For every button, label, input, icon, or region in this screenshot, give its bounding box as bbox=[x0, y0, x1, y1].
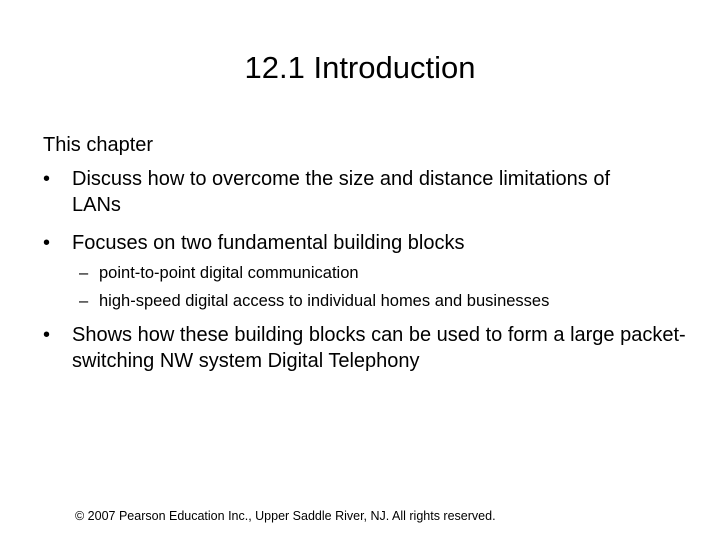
sub-bullet-text: high-speed digital access to individual homes and businesses bbox=[99, 292, 550, 310]
sub-bullet-mark: – bbox=[79, 292, 89, 310]
sub-bullet-item bbox=[79, 262, 699, 284]
bullet-item bbox=[43, 166, 703, 218]
bullet-text: Discuss how to overcome the size and distance limitations of LANs bbox=[72, 168, 611, 216]
bullet-item bbox=[43, 230, 703, 256]
slide-title: 12.1 Introduction bbox=[244, 50, 476, 85]
sub-bullet-text: point-to-point digital communication bbox=[99, 264, 359, 282]
bullet-mark: • bbox=[43, 168, 51, 190]
bullet-mark: • bbox=[43, 324, 51, 346]
bullet-item bbox=[43, 322, 703, 374]
bullet-mark: • bbox=[43, 232, 51, 254]
bullet-text: Shows how these building blocks can be used to form a large packet-switching NW system Digital Telephony bbox=[72, 324, 686, 372]
intro-text: This chapter bbox=[43, 134, 154, 156]
copyright-footer: © 2007 Pearson Education Inc., Upper Saddle River, NJ. All rights reserved. bbox=[75, 509, 496, 523]
bullet-text: Focuses on two fundamental building blocks bbox=[72, 232, 465, 254]
sub-bullet-item bbox=[79, 290, 699, 312]
sub-bullet-mark: – bbox=[79, 264, 89, 282]
